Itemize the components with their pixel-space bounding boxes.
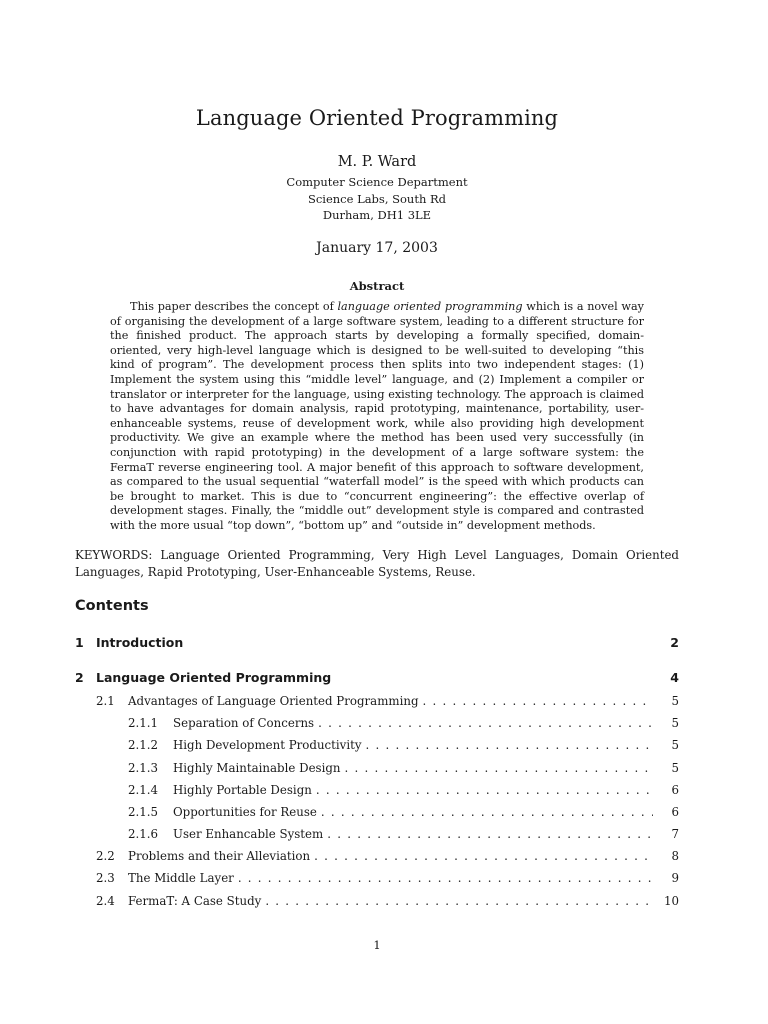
toc-title: FermaT: A Case Study: [128, 894, 262, 908]
toc-number: 2.1.4: [128, 783, 159, 797]
toc-number: 2.4: [96, 894, 115, 908]
toc-leader: [265, 894, 653, 908]
affiliation-line: Durham, DH1 3LE: [322, 208, 432, 222]
toc-page: 2: [670, 635, 679, 650]
toc-entry[interactable]: [128, 805, 679, 823]
page-number: 1: [373, 938, 381, 952]
toc-page: 6: [671, 783, 679, 797]
toc-title: Highly Maintainable Design: [173, 761, 341, 775]
toc-leader: [318, 716, 653, 730]
toc-number: 2: [75, 670, 84, 685]
toc-title: Highly Portable Design: [173, 783, 312, 797]
author-affiliation: [0, 174, 754, 224]
toc-title: High Development Productivity: [173, 738, 362, 752]
toc-number: 2.1: [96, 694, 115, 708]
toc-title: Language Oriented Programming: [96, 670, 332, 685]
toc-entry[interactable]: [128, 783, 679, 801]
toc-page: 5: [671, 694, 679, 708]
toc-entry[interactable]: [128, 738, 679, 756]
toc-entry[interactable]: [128, 827, 679, 845]
toc-leader: [345, 761, 653, 775]
toc-leader: [423, 694, 653, 708]
toc-title: Opportunities for Reuse: [173, 805, 317, 819]
toc-leader: [327, 827, 653, 841]
toc-page: 5: [671, 738, 679, 752]
abstract-body: [110, 300, 644, 534]
toc-entry[interactable]: [96, 694, 679, 712]
toc-title: Introduction: [96, 635, 184, 650]
toc-entry[interactable]: [96, 849, 679, 867]
toc-page: 6: [671, 805, 679, 819]
keywords: KEYWORDS: Language Oriented Programming, Very High Level Languages, Domain Oriented Languages, Rapid Prototyping, User-Enhanceable Systems, Reuse.: [75, 548, 679, 579]
toc-page: 7: [671, 827, 679, 841]
toc-title: Separation of Concerns: [173, 716, 315, 730]
toc-page: 5: [671, 761, 679, 775]
toc-number: 2.1.2: [128, 738, 159, 752]
toc-leader: [321, 805, 653, 819]
affiliation-line: Science Labs, South Rd: [307, 191, 447, 206]
toc-leader: [238, 871, 653, 885]
toc-leader: [366, 738, 653, 752]
toc-title: Advantages of Language Oriented Programming: [128, 694, 419, 708]
toc-title: Problems and their Alleviation: [128, 849, 311, 863]
toc-title: User Enhancable System: [173, 827, 324, 841]
toc-entry[interactable]: [96, 871, 679, 889]
toc-number: 2.1.5: [128, 805, 159, 819]
toc-page: 5: [671, 716, 679, 730]
toc-page: 9: [671, 871, 679, 885]
toc-number: 2.1.1: [128, 716, 159, 730]
toc-entry[interactable]: [96, 894, 679, 912]
toc-number: 2.1.6: [128, 827, 159, 841]
toc-entry[interactable]: [75, 635, 679, 653]
affiliation-line: Computer Science Department: [286, 175, 468, 189]
paper-date: January 17, 2003: [316, 240, 438, 256]
contents-heading: Contents: [75, 598, 149, 614]
toc-entry[interactable]: [128, 716, 679, 734]
toc-number: 2.3: [96, 871, 115, 885]
toc-page: 8: [671, 849, 679, 863]
abstract-emphasis: language oriented programming: [337, 300, 523, 313]
toc-title: The Middle Layer: [128, 871, 234, 885]
toc-leader: [316, 783, 653, 797]
toc-number: 1: [75, 635, 84, 650]
toc-entry[interactable]: [128, 761, 679, 779]
toc-entry[interactable]: [75, 670, 679, 688]
toc-number: 2.1.3: [128, 761, 159, 775]
author-name: M. P. Ward: [337, 154, 417, 170]
abstract-text: which is a novel way of organising the development of a large software system, leading to a different structure for the finished product. The approach starts by developing a formally specified, domain-oriented, very high-level language which is designed to be well-suited to developing “this kind of program”. The development process then splits into two independent stages: (1) Implement the system using this “middle level” language, and (2) Implement a compiler or translator or interpreter for the language, using existing technology. The approach is claimed to have advantages for domain analysis, rapid prototyping, maintenance, portability, user-enhanceable systems, reuse of development work, while also providing high development productivity. We give an example where the method has been used very successfully (in conjunction with rapid prototyping) in the development of a large software system: the FermaT reverse engineering tool. A major benefit of this approach to software development, as compared to the usual sequential “waterfall model” is the speed with which products can be brought to market. This is due to “concurrent engineering”: the effective overlap of development stages. Finally, the “middle out” development style is compared and contrasted with the more usual “top down”, “bottom up” and “outside in” development methods.: [110, 300, 644, 532]
toc-leader: [314, 849, 653, 863]
paper-title: Language Oriented Programming: [195, 106, 559, 130]
toc-page: 10: [663, 894, 679, 908]
abstract-heading: Abstract: [349, 279, 405, 293]
toc-number: 2.2: [96, 849, 115, 863]
toc-page: 4: [670, 670, 679, 685]
abstract-intro: This paper describes the concept of: [130, 300, 338, 313]
